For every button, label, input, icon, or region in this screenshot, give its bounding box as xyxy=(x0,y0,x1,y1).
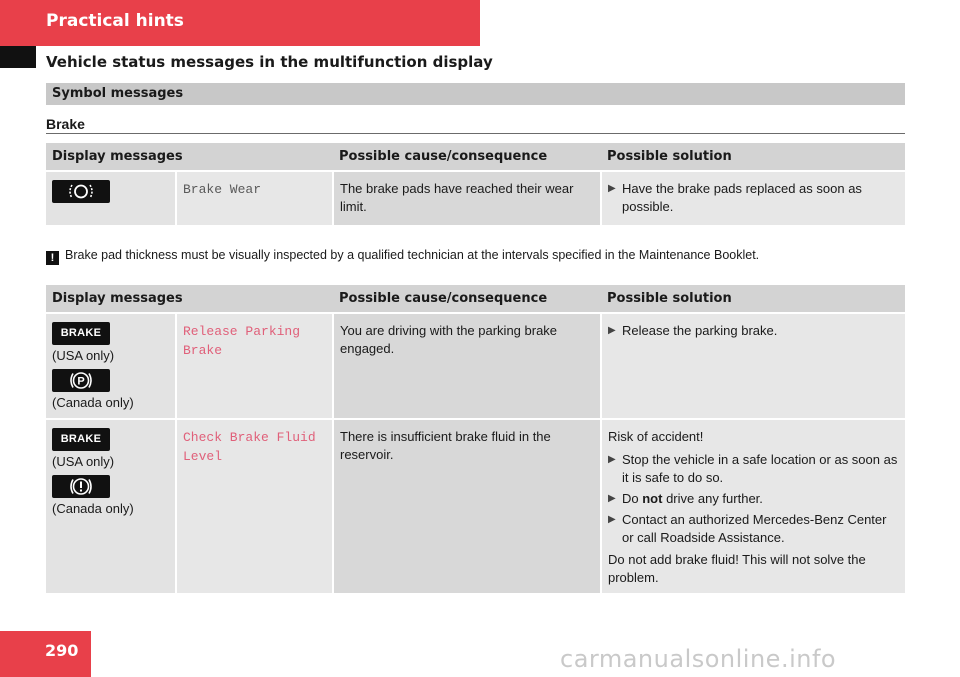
symbol-cell xyxy=(46,313,176,419)
column-header-display: Display messages xyxy=(46,143,333,171)
page-number-box xyxy=(0,631,91,677)
page-number: 290 xyxy=(45,641,79,660)
header-tab-marker xyxy=(0,46,36,68)
display-message: Brake Wear xyxy=(183,182,262,197)
warning-note xyxy=(46,248,759,265)
arrow-bullet-icon: ▶ xyxy=(608,454,616,465)
brake-text-icon: BRAKE xyxy=(52,428,110,451)
column-header-solution: Possible solution xyxy=(601,285,905,313)
emphasis-not: not xyxy=(642,491,663,506)
table-row xyxy=(46,313,905,419)
page-subtitle: Vehicle status messages in the multifunction display xyxy=(46,53,493,71)
symbol-cell xyxy=(46,419,176,593)
brake-warning-icon xyxy=(52,475,110,498)
display-message: Release Parking Brake xyxy=(183,324,301,358)
warning-note-text: Brake pad thickness must be visually inspected by a qualified technician at the intervals specified in the Maintenance Booklet. xyxy=(65,248,760,262)
solution-cell xyxy=(601,419,905,593)
arrow-bullet-icon: ▶ xyxy=(608,493,616,504)
cause-cell: You are driving with the parking brake engaged. xyxy=(333,313,601,419)
solution-step-text: Have the brake pads replaced as soon as possible. xyxy=(622,181,862,214)
cause-cell: There is insufficient brake fluid in the reservoir. xyxy=(333,419,601,593)
parking-brake-icon xyxy=(52,369,110,392)
solution-step-text: Do not drive any further. xyxy=(622,491,763,506)
section-bar xyxy=(46,83,905,105)
solution-step xyxy=(608,451,899,487)
solution-step xyxy=(608,322,899,340)
arrow-bullet-icon: ▶ xyxy=(608,514,616,525)
region-label: (USA only) xyxy=(52,348,115,363)
table-row xyxy=(46,419,905,593)
divider xyxy=(46,133,905,134)
svg-text:P: P xyxy=(77,375,85,388)
header-bar xyxy=(0,0,480,46)
solution-cell xyxy=(601,171,905,225)
solution-step xyxy=(608,490,899,508)
region-label: (Canada only) xyxy=(52,501,134,516)
message-table-2 xyxy=(46,285,905,593)
table-header-row xyxy=(46,285,905,313)
section-title: Symbol messages xyxy=(52,86,184,101)
arrow-bullet-icon: ▶ xyxy=(608,183,616,194)
solution-step-text: Contact an authorized Mercedes-Benz Center or call Roadside Assistance. xyxy=(622,512,887,545)
message-cell xyxy=(176,313,333,419)
exclamation-icon: ! xyxy=(46,251,59,265)
column-header-cause: Possible cause/consequence xyxy=(333,143,601,171)
message-table-1 xyxy=(46,143,905,225)
solution-intro: Risk of accident! xyxy=(608,429,704,444)
symbol-cell xyxy=(46,171,176,225)
column-header-cause: Possible cause/consequence xyxy=(333,285,601,313)
message-cell xyxy=(176,171,333,225)
table-row xyxy=(46,171,905,225)
region-label: (USA only) xyxy=(52,454,115,469)
message-cell xyxy=(176,419,333,593)
header-title: Practical hints xyxy=(46,11,184,31)
cause-cell: The brake pads have reached their wear limit. xyxy=(333,171,601,225)
watermark: carmanualsonline.info xyxy=(560,645,837,673)
subsection-title: Brake xyxy=(46,116,85,132)
solution-step-text: Release the parking brake. xyxy=(622,323,778,338)
brake-text-icon: BRAKE xyxy=(52,322,110,345)
solution-step xyxy=(608,511,899,547)
table-header-row xyxy=(46,143,905,171)
solution-step xyxy=(608,180,899,216)
display-message: Check Brake Fluid Level xyxy=(183,430,316,464)
solution-cell xyxy=(601,313,905,419)
column-header-solution: Possible solution xyxy=(601,143,905,171)
brake-pad-wear-icon xyxy=(52,180,110,203)
solution-outro: Do not add brake fluid! This will not solve the problem. xyxy=(608,552,866,585)
region-label: (Canada only) xyxy=(52,395,134,410)
solution-step-text: Stop the vehicle in a safe location or as soon as it is safe to do so. xyxy=(622,452,898,485)
column-header-display: Display messages xyxy=(46,285,333,313)
arrow-bullet-icon: ▶ xyxy=(608,325,616,336)
